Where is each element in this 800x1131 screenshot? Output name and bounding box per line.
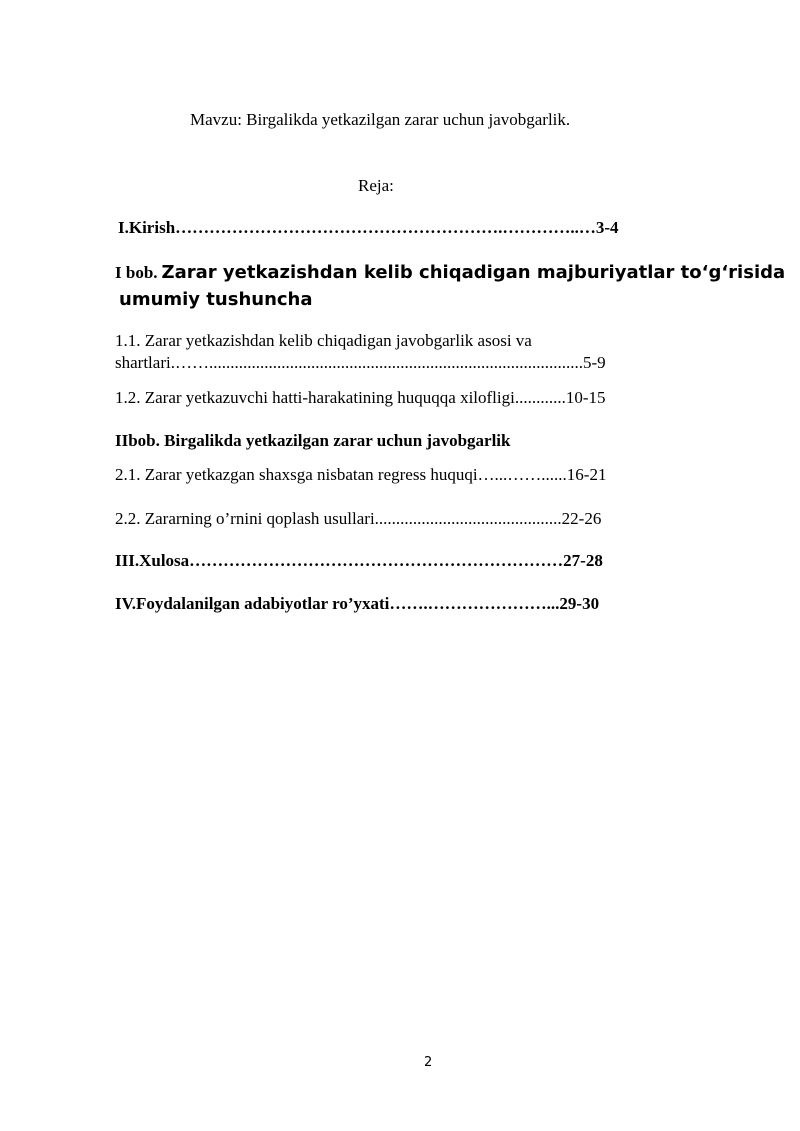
toc-item-1-2: 1.2. Zarar yetkazuvchi hatti-harakatining huquqqa xilofligi............10-15 [115,388,606,407]
toc-item-2-2: 2.2. Zararning o’rnini qoplash usullari............................................22-26 [115,509,602,528]
chapter-1-title-line1: Zarar yetkazishdan kelib chiqadigan majburiyatlar to‘g‘risida [161,262,786,283]
toc-item-2-1: 2.1. Zarar yetkazgan shaxsga nisbatan regress huquqi…...……......16-21 [115,465,607,484]
toc-chapter-2: IIbob. Birgalikda yetkazilgan zarar uchun javobgarlik [115,431,511,450]
toc-conclusion: III.Xulosa…………………………………………………………27-28 [115,551,603,570]
topic-line: Mavzu: Birgalikda yetkazilgan zarar uchun javobgarlik. [190,110,571,129]
chapter-1-title-line2: umumiy tushuncha [119,289,313,310]
page-number: 2 [424,1055,433,1070]
chapter-1-prefix: I bob. [115,263,158,282]
toc-item-1-1-line2: shartlari.……........................................................................................5-9 [115,353,606,372]
toc-references: IV.Foydalanilgan adabiyotlar ro’yxati…….…………………...29-30 [115,594,600,613]
toc-intro: I.Kirish………………………………………………….…………..…3-4 [118,218,619,237]
plan-heading: Reja: [358,176,394,195]
toc-chapter-1 [115,262,785,283]
toc-item-1-1-line1: 1.1. Zarar yetkazishdan kelib chiqadigan javobgarlik asosi va [115,331,532,350]
